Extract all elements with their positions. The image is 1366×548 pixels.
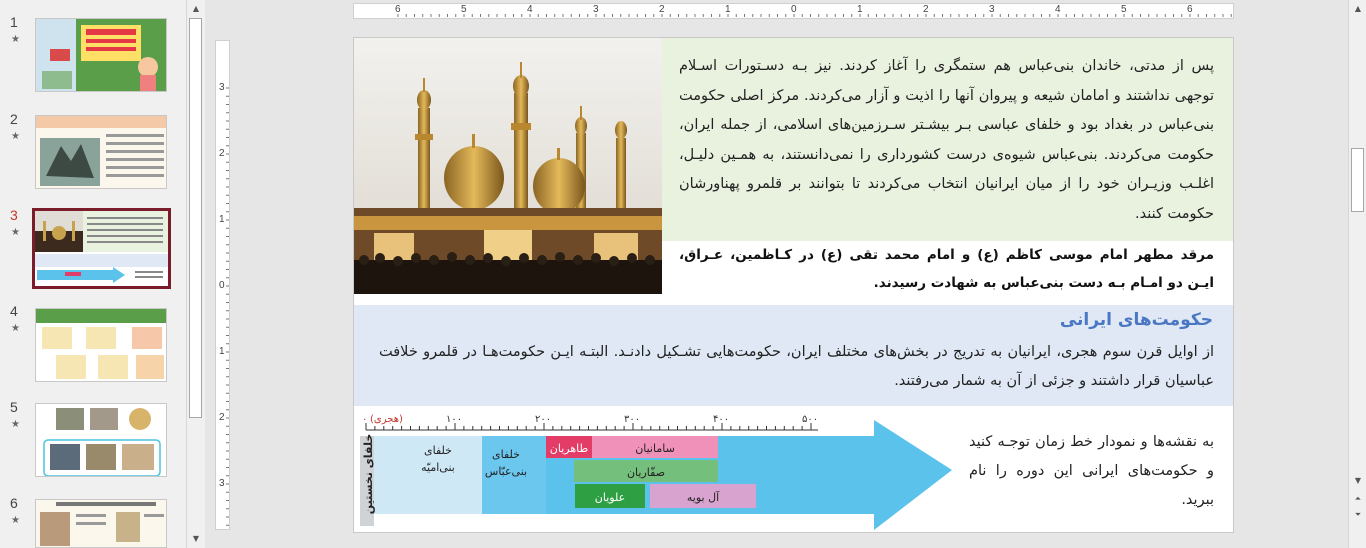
label-samanian: سامانیان — [635, 442, 675, 455]
ruler-number: 4 — [1055, 4, 1061, 15]
slide-thumbnail-6[interactable] — [35, 499, 167, 548]
timeline-tick-400: ۴۰۰ — [713, 414, 730, 425]
section-title[interactable]: حکومت‌های ایرانی — [1059, 310, 1213, 330]
timeline-tick-500: ۵۰۰ — [802, 414, 819, 425]
label-umayyad-line2: بنی‌امیّه — [421, 461, 455, 474]
scroll-up-arrow-icon[interactable]: ▲ — [1354, 4, 1362, 13]
ruler-number: 0 — [791, 4, 797, 15]
ruler-number: 1 — [857, 4, 863, 15]
thumbnail-scrollbar-thumb[interactable] — [189, 18, 202, 418]
slide-thumbnail-4-preview — [36, 309, 167, 382]
editor-scrollbar[interactable] — [1348, 0, 1366, 548]
animation-star-icon: ★ — [11, 34, 20, 45]
timeline-unit-label: (هجری) — [370, 414, 403, 425]
ruler-number: 6 — [1187, 4, 1193, 15]
slide-thumbnail-1-preview — [36, 19, 167, 92]
slide-number-6: 6 — [10, 495, 18, 511]
animation-star-icon: ★ — [11, 131, 20, 142]
label-abbasid-line2: بنی‌عبّاس — [484, 465, 528, 478]
next-slide-icon[interactable]: ⏷ — [1354, 510, 1362, 519]
slide-thumbnail-2[interactable] — [35, 115, 167, 189]
timeline-ruler-ticks — [366, 423, 811, 430]
label-umayyad-line1: خلفای — [424, 444, 452, 457]
shrine-photo — [354, 38, 662, 294]
scroll-down-arrow-icon[interactable]: ▼ — [1354, 476, 1362, 485]
label-taherian: طاهریان — [549, 442, 589, 455]
slide-thumbnail-5[interactable] — [35, 403, 167, 477]
slide-thumbnail-5-preview — [36, 404, 167, 477]
ruler-number: 2 — [659, 4, 665, 15]
animation-star-icon: ★ — [11, 515, 20, 526]
slide-thumbnail-6-preview — [36, 500, 167, 548]
label-alavian: علویان — [594, 491, 626, 504]
ruler-number: 1 — [725, 4, 731, 15]
slide-thumbnail-2-preview — [36, 116, 167, 189]
slide-thumbnail-3[interactable] — [32, 208, 171, 289]
photo-caption[interactable]: مرقد مطهر امام موسی کاظم (ع) و امام محمد تقی (ع) در کـاظمین، عـراق، ایـن دو امـام بـه دست بنی‌عباس به شهادت رسیدند. — [679, 247, 1214, 291]
timeline-tick-100: ۱۰۰ — [446, 414, 463, 425]
ruler-number: 2 — [923, 4, 929, 15]
paragraph-abbasid-rule[interactable]: پس از مدتی، خاندان بنی‌عباس هم ستمگری را آغاز کردند. نیز بـه دسـتورات اسـلام توجهی نداشتند و امامان شیعه و پیروان آنها را اذیت و آزار می‌کردند. مرکز اصلی حکومت بنی‌عباس در بغداد بود و خلفای عباسی بـر بیشـتر سـرزمین‌های اسلامی، از جمله ایران، حکومت می‌کردند. بنی‌عباس شیوه‌ی درست کشورداری را نمی‌دانستند، به همـین دلیـل، اغلـب وزیـران خود را از میان ایرانیان انتخاب می‌کردند تا بتوانند بر قلمرو پهناورشان حکومت کنند. — [679, 58, 1214, 222]
thumbnail-scrollbar[interactable] — [186, 0, 205, 548]
label-abbasid-line1: خلفای — [492, 448, 520, 461]
ruler-number: 4 — [527, 4, 533, 15]
ruler-number: 3 — [219, 82, 225, 93]
ruler-number: 2 — [219, 412, 225, 423]
horizontal-ruler — [353, 3, 1234, 19]
timeline-tick-300: ۳۰۰ — [624, 414, 641, 425]
slide-canvas[interactable] — [353, 37, 1234, 533]
slide-number-2: 2 — [10, 111, 18, 127]
editor-scrollbar-thumb[interactable] — [1351, 148, 1364, 212]
ruler-number: 2 — [219, 148, 225, 159]
label-buyid: آل بویه — [686, 491, 720, 504]
timeline-diagram — [356, 408, 956, 533]
ruler-number: 3 — [989, 4, 995, 15]
slide-number-1: 1 — [10, 14, 18, 30]
slide-thumbnail-3-preview — [35, 211, 168, 286]
slide-number-5: 5 — [10, 399, 18, 415]
ruler-number: 6 — [395, 4, 401, 15]
scroll-up-arrow-icon[interactable]: ▲ — [192, 4, 200, 13]
label-saffarian: صفّاریان — [626, 466, 666, 479]
slide-thumbnail-1[interactable] — [35, 18, 167, 92]
ruler-number: 3 — [219, 478, 225, 489]
slide-thumbnail-4[interactable] — [35, 308, 167, 382]
ruler-number: 5 — [461, 4, 467, 15]
activity-prompt[interactable]: به نقشه‌ها و نمودار خط زمان توجـه کنید و حکومت‌های ایرانی این دوره را نام ببرید. — [969, 434, 1214, 508]
ruler-number: 1 — [219, 346, 225, 357]
paragraph-iranian-governments[interactable]: از اوایل قرن سوم هجری، ایرانیان به تدریج در بخش‌های مختلف ایران، حکومت‌هایی تشـکیل دادنـد. البتـه ایـن حکومت‌هـا در قلمرو خلافت عباسیان قرار داشتند و جزئی از آن به شمار می‌رفتند. — [379, 344, 1214, 389]
animation-star-icon: ★ — [11, 419, 20, 430]
animation-star-icon: ★ — [11, 227, 20, 238]
ruler-number: 5 — [1121, 4, 1127, 15]
ruler-number: 3 — [593, 4, 599, 15]
slide-number-3: 3 — [10, 207, 18, 223]
ruler-number: 1 — [219, 214, 225, 225]
label-rashidun: خلفای نخستین — [362, 433, 375, 515]
ruler-number: 0 — [219, 280, 225, 291]
animation-star-icon: ★ — [11, 323, 20, 334]
previous-slide-icon[interactable]: ⏶ — [1354, 494, 1362, 503]
slide-number-4: 4 — [10, 303, 18, 319]
vertical-ruler — [215, 40, 230, 530]
timeline-tick-200: ۲۰۰ — [535, 414, 552, 425]
slide-thumbnail-pane — [0, 0, 186, 548]
scroll-down-arrow-icon[interactable]: ▼ — [192, 534, 200, 543]
timeline-zero-label: ۰ — [362, 414, 368, 425]
